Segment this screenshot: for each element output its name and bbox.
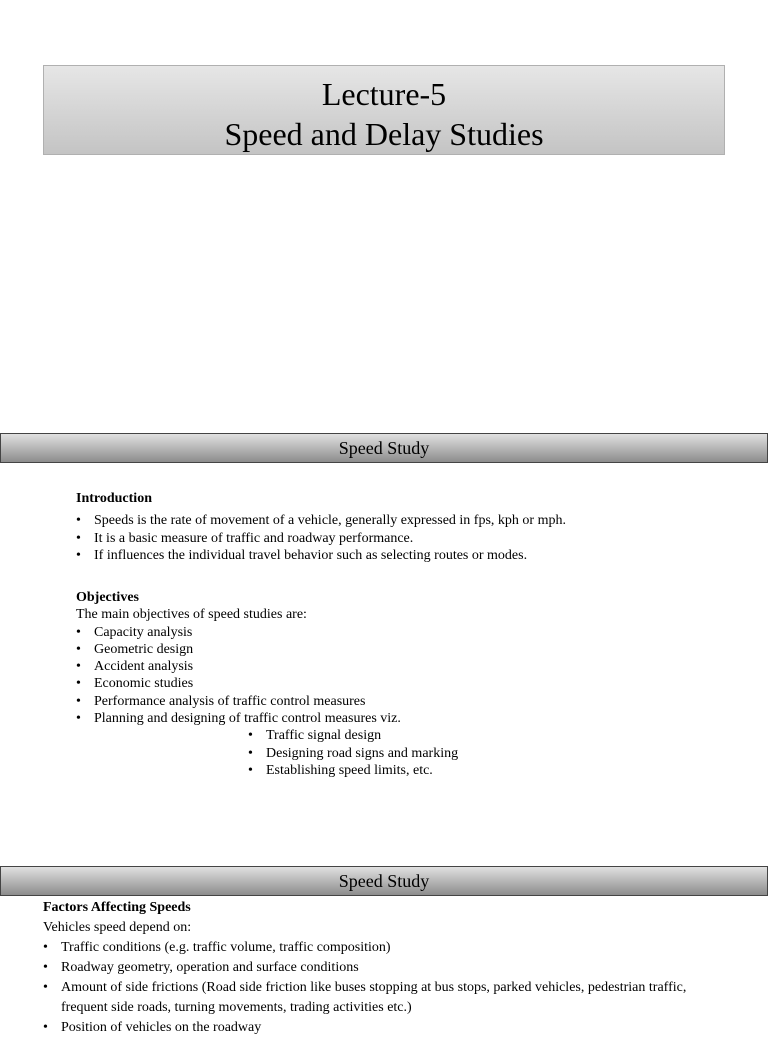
bullet-icon: • <box>248 728 253 744</box>
introduction-section <box>76 490 716 564</box>
bullet-icon: • <box>76 513 81 529</box>
lecture-title-box <box>43 65 725 155</box>
bullet-icon: • <box>248 745 253 761</box>
speed-study-header-1: Speed Study <box>0 433 768 463</box>
list-item: • Traffic signal design <box>248 728 382 744</box>
lecture-number: Lecture-5 <box>321 76 447 112</box>
bullet-icon: • <box>43 1020 48 1035</box>
introduction-heading: Introduction <box>76 491 152 506</box>
list-item: • Speeds is the rate of movement of a vehicle, generally expressed in fps, kph or mph. <box>76 513 566 529</box>
factors-list <box>43 938 733 1038</box>
speed-study-header-2: Speed Study <box>0 866 768 896</box>
list-item: • Geometric design <box>76 641 194 657</box>
bullet-icon: • <box>76 641 81 657</box>
sub-objectives-list <box>248 727 716 779</box>
objectives-list <box>76 624 716 728</box>
bullet-icon: • <box>76 624 81 640</box>
objectives-lead: The main objectives of speed studies are: <box>76 607 307 623</box>
list-item: • Economic studies <box>76 676 194 692</box>
introduction-list <box>76 512 716 564</box>
list-item: • Position of vehicles on the roadway <box>43 1018 733 1038</box>
bullet-icon: • <box>76 530 81 546</box>
bullet-icon: • <box>43 940 48 955</box>
list-item: • Capacity analysis <box>76 624 193 640</box>
factors-heading: Factors Affecting Speeds <box>43 900 191 915</box>
bullet-icon: • <box>43 980 48 995</box>
bullet-icon: • <box>76 693 81 709</box>
list-item: • Planning and designing of traffic control measures viz. <box>76 711 401 727</box>
list-item: • Accident analysis <box>76 659 194 675</box>
objectives-heading: Objectives <box>76 590 139 605</box>
bullet-icon: • <box>76 676 81 692</box>
list-item: • Performance analysis of traffic control measures <box>76 693 366 709</box>
bullet-icon: • <box>248 762 253 778</box>
list-item: • It is a basic measure of traffic and roadway performance. <box>76 530 414 546</box>
bullet-icon: • <box>76 659 81 675</box>
factors-section <box>43 898 733 1038</box>
list-item: • Amount of side frictions (Road side friction like buses stopping at bus stops, parked vehicles, pedestrian traffic, frequent side roads, turning movements, trading activities etc.) <box>43 980 687 1015</box>
bullet-icon: • <box>76 711 81 727</box>
factors-lead: Vehicles speed depend on: <box>43 920 192 935</box>
list-item: • Traffic conditions (e.g. traffic volume, traffic composition) <box>43 938 733 958</box>
list-item: • Designing road signs and marking <box>248 745 459 761</box>
list-item: • Establishing speed limits, etc. <box>248 762 433 778</box>
list-item: • Roadway geometry, operation and surface conditions <box>43 958 733 978</box>
lecture-title: Speed and Delay Studies <box>224 116 544 152</box>
objectives-section <box>76 589 716 779</box>
bullet-icon: • <box>76 547 81 563</box>
list-item: • If influences the individual travel behavior such as selecting routes or modes. <box>76 547 528 563</box>
bullet-icon: • <box>43 960 48 975</box>
